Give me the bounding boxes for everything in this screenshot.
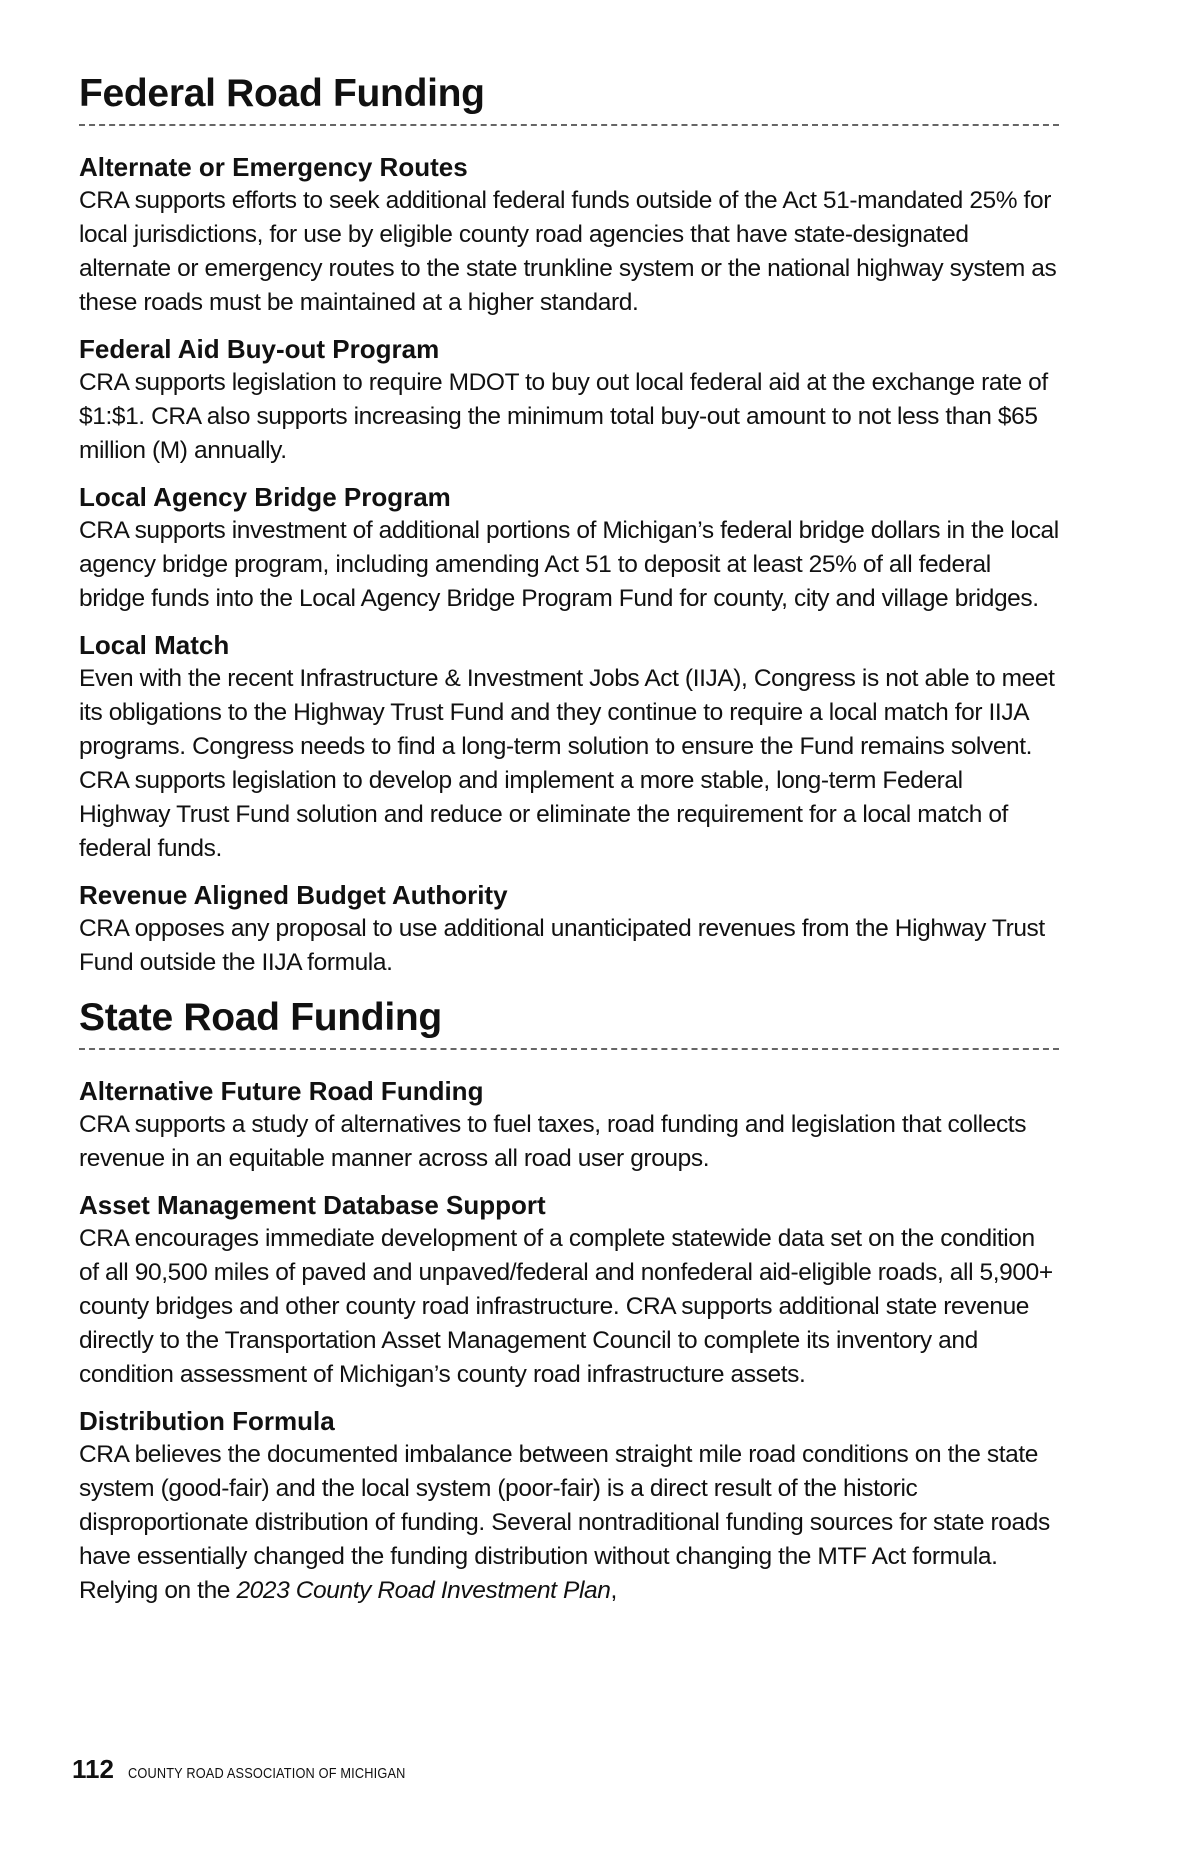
topic-federal-aid-buy-out bbox=[79, 332, 1059, 468]
topic-body-text: CRA believes the documented imbalance between straight mile road conditions on the state system (good-fair) and the local system (poor-fair) is a direct result of the historic disproportionate distribution of funding. Several nontraditional funding sources for state roads have essentially changed the funding distribution without changing the MTF Act formula. Relying on the bbox=[79, 1441, 1050, 1604]
topic-heading: Alternative Future Road Funding bbox=[79, 1076, 484, 1106]
topic-local-match bbox=[79, 628, 1059, 866]
topic-body: CRA supports a study of alternatives to fuel taxes, road funding and legislation that collects revenue in an equitable manner across all road user groups. bbox=[79, 1111, 1027, 1172]
topic-alternate-emergency-routes bbox=[79, 150, 1059, 320]
topic-body: CRA supports legislation to require MDOT to buy out local federal aid at the exchange rate of $1:$1. CRA also supports increasing the minimum total buy-out amount to not less than $65 million (M) annually. bbox=[79, 369, 1048, 464]
topic-body-end: , bbox=[610, 1577, 617, 1604]
topic-asset-management-database bbox=[79, 1188, 1059, 1392]
topic-heading: Revenue Aligned Budget Authority bbox=[79, 880, 508, 910]
topic-body: CRA supports efforts to seek additional federal funds outside of the Act 51-mandated 25% for local jurisdictions, for use by eligible county road agencies that have state-designated alternate or emergency routes to the state trunkline system or the national highway system as these roads must be maintained at a higher standard. bbox=[79, 187, 1057, 316]
section-title-federal-road-funding: Federal Road Funding bbox=[79, 70, 1059, 126]
footer-organization: COUNTY ROAD ASSOCIATION OF MICHIGAN bbox=[127, 1765, 406, 1782]
topic-body: CRA encourages immediate development of a complete statewide data set on the condition of all 90,500 miles of paved and unpaved/federal and nonfederal aid-eligible roads, all 5,900+ county bridges and other county road infrastructure. CRA supports additional state revenue directly to the Transportation Asset Management Council to complete its inventory and condition assessment of Michigan’s county road infrastructure assets. bbox=[79, 1225, 1053, 1388]
topic-distribution-formula bbox=[79, 1404, 1059, 1608]
topic-body: CRA opposes any proposal to use additional unanticipated revenues from the Highway Trust Fund outside the IIJA formula. bbox=[79, 915, 1045, 976]
topic-heading: Distribution Formula bbox=[79, 1406, 335, 1436]
topic-heading: Local Match bbox=[79, 630, 230, 660]
document-page bbox=[79, 70, 1059, 1608]
topic-body: CRA supports investment of additional portions of Michigan’s federal bridge dollars in the local agency bridge program, including amending Act 51 to deposit at least 25% of all federal bridge funds into the Local Agency Bridge Program Fund for county, city and village bridges. bbox=[79, 517, 1059, 612]
topic-body: Even with the recent Infrastructure & Investment Jobs Act (IIJA), Congress is not able to meet its obligations to the Highway Trust Fund and they continue to require a local match for IIJA programs. Congress needs to find a long-term solution to ensure the Fund remains solvent. CRA supports legislation to develop and implement a more stable, long-term Federal Highway Trust Fund solution and reduce or eliminate the requirement for a local match of federal funds. bbox=[79, 665, 1055, 862]
topic-body-italic-title: 2023 County Road Investment Plan bbox=[236, 1577, 611, 1604]
topic-revenue-aligned-budget bbox=[79, 878, 1059, 980]
topic-heading: Local Agency Bridge Program bbox=[79, 482, 451, 512]
topic-heading: Asset Management Database Support bbox=[79, 1190, 546, 1220]
section-title-state-road-funding: State Road Funding bbox=[79, 994, 1059, 1050]
topic-local-agency-bridge bbox=[79, 480, 1059, 616]
topic-heading: Alternate or Emergency Routes bbox=[79, 152, 468, 182]
topic-heading: Federal Aid Buy-out Program bbox=[79, 334, 440, 364]
page-footer bbox=[72, 1754, 454, 1785]
page-number: 112 bbox=[72, 1754, 114, 1784]
topic-body bbox=[79, 1438, 1059, 1608]
topic-alternative-future-road-funding bbox=[79, 1074, 1059, 1176]
